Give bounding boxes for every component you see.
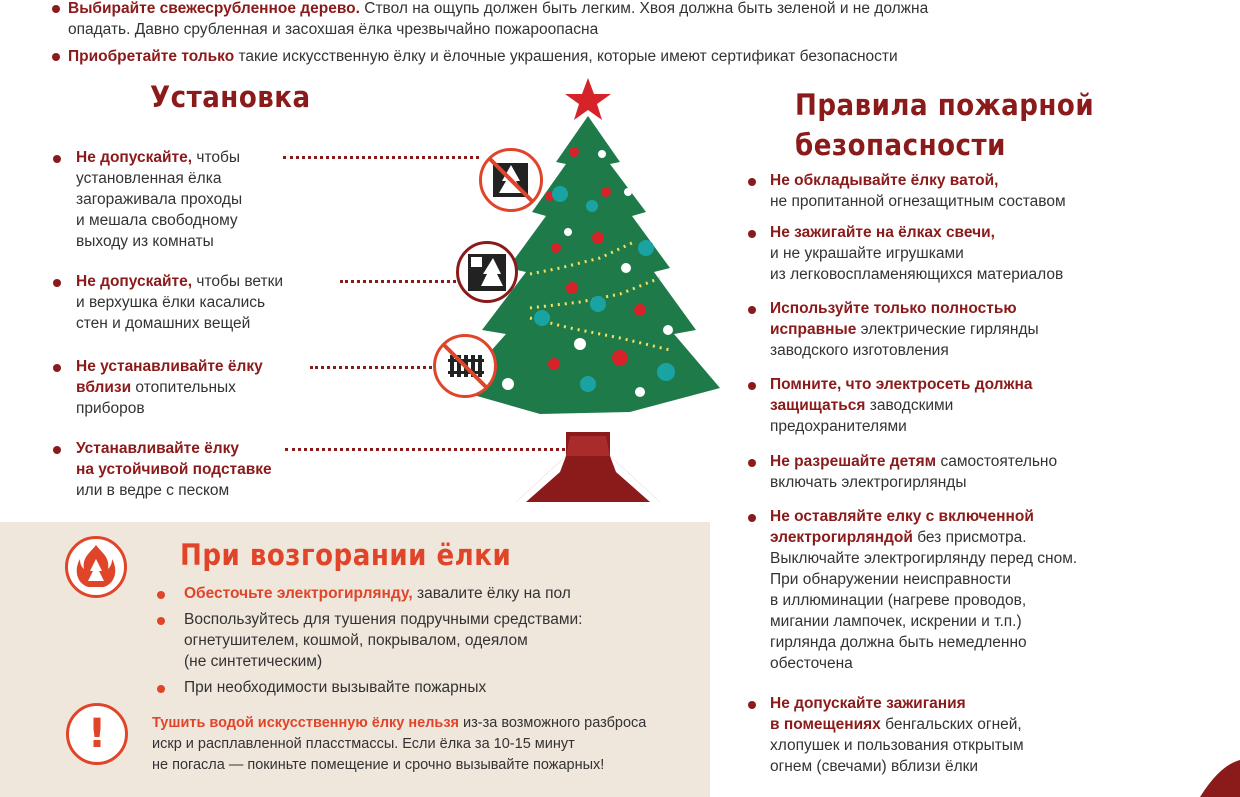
- rules-title-line: Правила пожарной: [795, 88, 1095, 122]
- fire-warning-text: [152, 713, 702, 776]
- bullet: [53, 446, 61, 454]
- corner-decoration: [1180, 760, 1240, 797]
- bullet: [748, 459, 756, 467]
- fire-item-1-bold: Обесточьте электрогирлянду,: [184, 585, 413, 602]
- rules-item-3-line: заводского изготовления: [770, 342, 949, 359]
- rules-item-1-line: не пропитанной огнезащитным составом: [770, 193, 1066, 210]
- install-item-1-line: и мешала свободному: [76, 212, 238, 229]
- rules-item-6-line: Выключайте электрогирлянду перед сном.: [770, 550, 1078, 567]
- bullet: [53, 364, 61, 372]
- rules-item-7: [770, 693, 1190, 777]
- wall-distance-icon: [456, 241, 518, 303]
- rules-item-6-line: обесточена: [770, 655, 853, 672]
- bullet: [748, 514, 756, 522]
- install-item-1-line: установленная ёлка: [76, 170, 222, 187]
- dotted-connector: [283, 156, 479, 159]
- intro-item-1-text2: опадать. Давно срубленная и засохшая ёлка чрезвычайно пожароопасна: [68, 21, 599, 38]
- rules-item-6-line: без присмотра.: [912, 529, 1027, 546]
- install-item-1-line: выходу из комнаты: [76, 233, 214, 250]
- rules-item-7-line: бенгальских огней,: [880, 716, 1022, 733]
- no-blocking-exit-icon: [479, 148, 543, 212]
- intro-item-1-bold: Выбирайте свежесрубленное дерево.: [68, 0, 360, 17]
- rules-item-1: [770, 170, 1170, 212]
- rules-item-6-bold: электрогирляндой: [770, 529, 913, 546]
- bullet: [53, 279, 61, 287]
- dotted-connector: [340, 280, 456, 283]
- bullet: [748, 701, 756, 709]
- intro-item-1: [68, 0, 1128, 40]
- rules-title: [795, 85, 1094, 165]
- rules-item-3-bold: исправные: [770, 321, 857, 338]
- rules-item-6-line: в иллюминации (нагреве проводов,: [770, 592, 1027, 609]
- fire-warning-line: искр и расплавленной пласстмассы. Если ёлка за 10-15 минут: [152, 736, 575, 752]
- install-item-3: [76, 356, 316, 419]
- rules-item-6-bold: Не оставляйте елку с включенной: [770, 508, 1034, 525]
- rules-item-1-bold: Не обкладывайте ёлку ватой,: [770, 172, 999, 189]
- rules-item-4-line: заводскими: [865, 397, 954, 414]
- install-item-2-line: чтобы ветки: [192, 273, 284, 290]
- fire-item-1-text: завалите ёлку на пол: [412, 585, 571, 602]
- fire-item-2-line: огнетушителем, кошмой, покрывалом, одеялом: [184, 632, 528, 649]
- rules-item-6: [770, 506, 1190, 674]
- bullet: [748, 230, 756, 238]
- rules-item-5-bold: Не разрешайте детям: [770, 453, 937, 470]
- bullet: [748, 178, 756, 186]
- install-item-2-line: стен и домашних вещей: [76, 315, 251, 332]
- bullet: [157, 617, 165, 625]
- install-item-4-bold: на устойчивой подставке: [76, 461, 272, 478]
- install-item-3-bold: вблизи: [76, 379, 132, 396]
- rules-item-7-line: огнем (свечами) вблизи ёлки: [770, 758, 979, 775]
- fire-item-3: При необходимости вызывайте пожарных: [184, 679, 487, 696]
- install-item-1-bold: Не допускайте,: [76, 149, 193, 166]
- install-item-3-line: приборов: [76, 400, 145, 417]
- install-item-2-bold: Не допускайте,: [76, 273, 193, 290]
- fire-warning-line: не погасла — покиньте помещение и срочно вызывайте пожарных!: [152, 757, 605, 773]
- fire-warning-bold: Тушить водой искусственную ёлку нельзя: [152, 715, 459, 731]
- warning-symbol: !: [87, 711, 107, 757]
- bullet: [157, 591, 165, 599]
- dotted-connector: [310, 366, 432, 369]
- rules-item-5-line: включать электрогирлянды: [770, 474, 967, 491]
- install-item-1-line: чтобы: [192, 149, 241, 166]
- rules-item-5: [770, 451, 1190, 493]
- fire-icon: [65, 536, 127, 598]
- install-title: Установка: [150, 80, 311, 114]
- install-item-2: [76, 271, 336, 334]
- fire-item-2: [184, 609, 684, 672]
- install-item-4-bold: Устанавливайте ёлку: [76, 440, 240, 457]
- rules-item-7-line: хлопушек и пользования открытым: [770, 737, 1024, 754]
- install-item-4-line: или в ведре с песком: [76, 482, 230, 499]
- intro-item-2: [68, 46, 1128, 67]
- no-heater-icon: [433, 334, 497, 398]
- rules-item-2-line: и не украшайте игрушками: [770, 245, 964, 262]
- star-icon: [565, 78, 611, 120]
- rules-item-5-line: самостоятельно: [936, 453, 1058, 470]
- install-item-1: [76, 147, 296, 252]
- rules-item-2: [770, 222, 1170, 285]
- intro-item-2-text: такие искусственную ёлку и ёлочные украшения, которые имеют сертификат безопасности: [234, 48, 898, 65]
- rules-item-2-bold: Не зажигайте на ёлках свечи,: [770, 224, 995, 241]
- bullet: [53, 155, 61, 163]
- bullet: [52, 5, 60, 13]
- rules-item-4-line: предохранителями: [770, 418, 907, 435]
- bullet: [157, 685, 165, 693]
- rules-item-3-bold: Используйте только полностью: [770, 300, 1017, 317]
- warning-icon: [66, 703, 128, 765]
- bullet: [52, 53, 60, 61]
- bullet: [748, 382, 756, 390]
- rules-item-6-line: При обнаружении неисправности: [770, 571, 1012, 588]
- rules-item-4-bold: Помните, что электросеть должна: [770, 376, 1033, 393]
- fire-warning-line: из-за возможного разброса: [459, 715, 647, 731]
- rules-item-4: [770, 374, 1190, 437]
- fire-title: При возгорании ёлки: [180, 538, 512, 572]
- rules-item-4-bold: защищаться: [770, 397, 866, 414]
- install-item-3-bold: Не устанавливайте ёлку: [76, 358, 263, 375]
- intro-item-1-text: Ствол на ощупь должен быть легким. Хвоя должна быть зеленой и не должна: [359, 0, 929, 17]
- rules-item-3-line: электрические гирлянды: [856, 321, 1039, 338]
- rules-item-7-bold: в помещениях: [770, 716, 881, 733]
- rules-item-3: [770, 298, 1190, 361]
- rules-item-6-line: гирлянда должна быть немедленно: [770, 634, 1027, 651]
- install-item-3-line: отопительных: [131, 379, 236, 396]
- bullet: [748, 306, 756, 314]
- rules-item-7-bold: Не допускайте зажигания: [770, 695, 966, 712]
- rules-item-6-line: мигании лампочек, искрении и т.п.): [770, 613, 1022, 630]
- fire-item-2-line: Воспользуйтесь для тушения подручными средствами:: [184, 611, 583, 628]
- fire-item-1: [184, 583, 684, 604]
- rules-title-line: безопасности: [795, 128, 1006, 162]
- install-item-1-line: загораживала проходы: [76, 191, 243, 208]
- rules-item-2-line: из легковоспламеняющихся материалов: [770, 266, 1064, 283]
- install-item-2-line: и верхушка ёлки касались: [76, 294, 266, 311]
- intro-item-2-bold: Приобретайте только: [68, 48, 235, 65]
- fire-item-2-line: (не синтетическим): [184, 653, 323, 670]
